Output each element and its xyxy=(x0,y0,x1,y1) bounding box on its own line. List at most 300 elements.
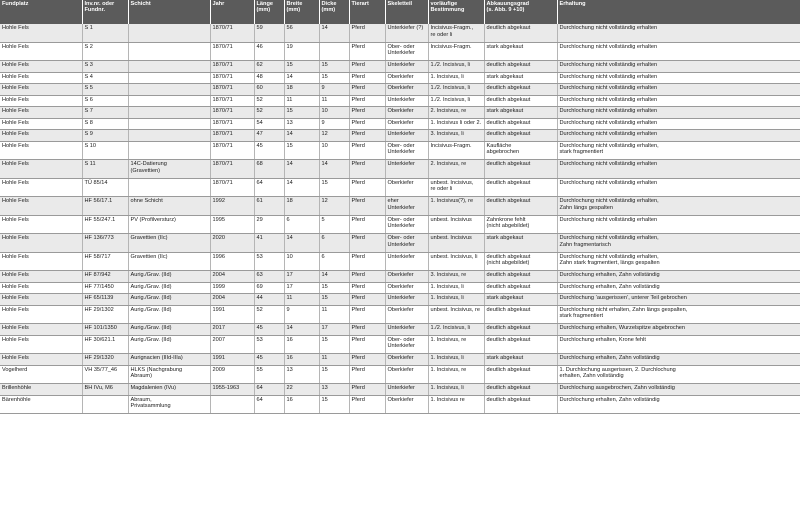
cell-tierart: Pferd xyxy=(349,160,385,179)
column-header-erhaltung: Erhaltung xyxy=(557,0,800,24)
cell-fundplatz: Hohle Fels xyxy=(0,141,82,160)
cell-breite: 17 xyxy=(284,271,319,283)
cell-dicke: 10 xyxy=(319,107,349,119)
cell-bestimmung: 1. Incisivus, li xyxy=(428,294,484,306)
cell-jahr: 2007 xyxy=(210,335,254,354)
cell-jahr: 1870/71 xyxy=(210,42,254,61)
cell-schicht xyxy=(128,61,210,73)
cell-breite: 14 xyxy=(284,72,319,84)
cell-breite: 19 xyxy=(284,42,319,61)
cell-tierart: Pferd xyxy=(349,72,385,84)
cell-jahr: 1870/71 xyxy=(210,118,254,130)
cell-abkauungsgrad: deutlich abgekaut xyxy=(484,365,557,384)
cell-erhaltung: Durchlochung nicht vollständig erhalten xyxy=(557,61,800,73)
cell-abkauungsgrad: deutlich abgekaut xyxy=(484,61,557,73)
cell-breite: 56 xyxy=(284,24,319,42)
table-row xyxy=(0,95,800,107)
cell-bestimmung: 1. Incisivus, li xyxy=(428,72,484,84)
cell-dicke: 11 xyxy=(319,305,349,324)
cell-breite: 11 xyxy=(284,95,319,107)
cell-jahr: 1996 xyxy=(210,252,254,271)
cell-jahr: 2020 xyxy=(210,234,254,253)
cell-breite: 6 xyxy=(284,215,319,234)
cell-erhaltung: Durchlochung erhalten, Zahn vollständig xyxy=(557,282,800,294)
cell-breite: 13 xyxy=(284,118,319,130)
cell-jahr: 2004 xyxy=(210,271,254,283)
cell-dicke: 13 xyxy=(319,384,349,396)
cell-inv-nr: HF 29/1320 xyxy=(82,354,128,366)
cell-dicke: 15 xyxy=(319,282,349,294)
cell-tierart: Pferd xyxy=(349,61,385,73)
cell-fundplatz: Vogelherd xyxy=(0,365,82,384)
cell-abkauungsgrad: deutlich abgekaut xyxy=(484,395,557,414)
cell-dicke: 15 xyxy=(319,335,349,354)
cell-jahr: 1991 xyxy=(210,305,254,324)
cell-schicht: HLKS (Nachgrabung Abraum) xyxy=(128,365,210,384)
table-row xyxy=(0,42,800,61)
cell-fundplatz: Hohle Fels xyxy=(0,72,82,84)
cell-erhaltung: Durchlochung nicht vollständig erhalten xyxy=(557,118,800,130)
cell-dicke: 6 xyxy=(319,252,349,271)
cell-inv-nr: HF 56/17.1 xyxy=(82,197,128,216)
cell-tierart: Pferd xyxy=(349,234,385,253)
cell-tierart: Pferd xyxy=(349,197,385,216)
cell-tierart: Pferd xyxy=(349,271,385,283)
cell-laenge: 41 xyxy=(254,234,284,253)
table-row xyxy=(0,305,800,324)
cell-schicht xyxy=(128,42,210,61)
cell-bestimmung: 2. Incisivus, re xyxy=(428,160,484,179)
table-row xyxy=(0,282,800,294)
table-row xyxy=(0,178,800,197)
column-header-skeletteil: Skeletteil xyxy=(385,0,428,24)
cell-abkauungsgrad: deutlich abgekaut xyxy=(484,335,557,354)
cell-dicke: 11 xyxy=(319,95,349,107)
cell-abkauungsgrad: stark abgekaut xyxy=(484,354,557,366)
cell-schicht: Abraum, Privatsammlung xyxy=(128,395,210,414)
cell-inv-nr: HF 55/247.1 xyxy=(82,215,128,234)
cell-schicht: PV (Profilversturz) xyxy=(128,215,210,234)
cell-inv-nr: HF 30/621.1 xyxy=(82,335,128,354)
table-row xyxy=(0,395,800,414)
cell-jahr: 1870/71 xyxy=(210,84,254,96)
cell-breite: 15 xyxy=(284,61,319,73)
cell-bestimmung: unbest. Incisivus, li xyxy=(428,252,484,271)
cell-laenge: 69 xyxy=(254,282,284,294)
column-header-schicht: Schicht xyxy=(128,0,210,24)
cell-dicke: 11 xyxy=(319,354,349,366)
cell-schicht: Aurig./Grav. (IId) xyxy=(128,282,210,294)
cell-fundplatz: Hohle Fels xyxy=(0,178,82,197)
cell-bestimmung: 1. Incisivus, re xyxy=(428,335,484,354)
cell-erhaltung: Durchlochung nicht vollständig erhalten xyxy=(557,178,800,197)
cell-abkauungsgrad: stark abgekaut xyxy=(484,107,557,119)
table-row xyxy=(0,365,800,384)
cell-dicke: 14 xyxy=(319,24,349,42)
table-row xyxy=(0,84,800,96)
cell-inv-nr: S 2 xyxy=(82,42,128,61)
table-row xyxy=(0,61,800,73)
cell-breite: 18 xyxy=(284,84,319,96)
cell-abkauungsgrad: deutlich abgekaut xyxy=(484,282,557,294)
cell-schicht xyxy=(128,118,210,130)
cell-breite: 14 xyxy=(284,130,319,142)
cell-erhaltung: Durchlochung nicht vollständig erhalten, Zahn längs gespalten xyxy=(557,197,800,216)
cell-breite: 10 xyxy=(284,252,319,271)
cell-skeletteil: Unterkiefer (?) xyxy=(385,24,428,42)
cell-schicht xyxy=(128,24,210,42)
table-row xyxy=(0,354,800,366)
cell-jahr: 1870/71 xyxy=(210,178,254,197)
column-header-tierart: Tierart xyxy=(349,0,385,24)
cell-fundplatz: Bärenhöhle xyxy=(0,395,82,414)
cell-inv-nr: HF 29/1302 xyxy=(82,305,128,324)
cell-schicht: Aurig./Grav. (IId) xyxy=(128,324,210,336)
cell-tierart: Pferd xyxy=(349,130,385,142)
cell-jahr: 1995 xyxy=(210,215,254,234)
cell-erhaltung: Durchlochung erhalten, Zahn vollständig xyxy=(557,354,800,366)
cell-jahr: 1992 xyxy=(210,197,254,216)
cell-abkauungsgrad: deutlich abgekaut xyxy=(484,95,557,107)
table-row xyxy=(0,24,800,42)
cell-abkauungsgrad: stark abgekaut xyxy=(484,234,557,253)
cell-laenge: 64 xyxy=(254,395,284,414)
cell-abkauungsgrad: stark abgekaut xyxy=(484,294,557,306)
cell-breite: 14 xyxy=(284,160,319,179)
cell-erhaltung: Durchlochung nicht vollständig erhalten xyxy=(557,24,800,42)
cell-inv-nr: S 4 xyxy=(82,72,128,84)
cell-bestimmung: 3. Incisivus, re xyxy=(428,271,484,283)
cell-erhaltung: Durchlochung erhalten, Zahn vollständig xyxy=(557,395,800,414)
cell-breite: 11 xyxy=(284,294,319,306)
column-header-breite: Breite (mm) xyxy=(284,0,319,24)
table-row xyxy=(0,141,800,160)
cell-skeletteil: Oberkiefer xyxy=(385,354,428,366)
cell-inv-nr: S 11 xyxy=(82,160,128,179)
table-row xyxy=(0,160,800,179)
cell-erhaltung: Durchlochung nicht vollständig erhalten xyxy=(557,215,800,234)
table-row xyxy=(0,335,800,354)
column-header-inv-nr: Inv.nr. oder Fundnr. xyxy=(82,0,128,24)
column-header-fundplatz: Fundplatz xyxy=(0,0,82,24)
cell-erhaltung: Durchlochung nicht vollständig erhalten xyxy=(557,72,800,84)
cell-tierart: Pferd xyxy=(349,305,385,324)
cell-abkauungsgrad: deutlich abgekaut xyxy=(484,324,557,336)
cell-tierart: Pferd xyxy=(349,294,385,306)
cell-breite: 15 xyxy=(284,141,319,160)
cell-abkauungsgrad: stark abgekaut xyxy=(484,72,557,84)
cell-jahr: 1870/71 xyxy=(210,61,254,73)
cell-erhaltung: Durchlochung nicht vollständig erhalten xyxy=(557,42,800,61)
cell-bestimmung: 1. Incisivus, li xyxy=(428,354,484,366)
cell-inv-nr: HF 77/1450 xyxy=(82,282,128,294)
cell-laenge: 53 xyxy=(254,335,284,354)
cell-skeletteil: Unterkiefer xyxy=(385,130,428,142)
cell-dicke: 15 xyxy=(319,294,349,306)
cell-jahr: 1870/71 xyxy=(210,24,254,42)
cell-bestimmung: 1./2. Incisivus, li xyxy=(428,95,484,107)
cell-erhaltung: Durchlochung nicht erhalten, Zahn längs gespalten, stark fragmentiert xyxy=(557,305,800,324)
cell-breite: 22 xyxy=(284,384,319,396)
cell-jahr: 1870/71 xyxy=(210,95,254,107)
cell-schicht xyxy=(128,95,210,107)
cell-schicht: Aurig./Grav. (IId) xyxy=(128,271,210,283)
cell-inv-nr: S 5 xyxy=(82,84,128,96)
cell-erhaltung: Durchlochung nicht vollständig erhalten xyxy=(557,130,800,142)
cell-schicht: Gravettien (IIc) xyxy=(128,234,210,253)
cell-inv-nr: HF 101/1350 xyxy=(82,324,128,336)
cell-fundplatz: Hohle Fels xyxy=(0,24,82,42)
cell-erhaltung: Durchlochung nicht vollständig erhalten xyxy=(557,84,800,96)
cell-skeletteil: Unterkiefer xyxy=(385,294,428,306)
table-row xyxy=(0,197,800,216)
cell-dicke: 10 xyxy=(319,141,349,160)
cell-bestimmung: unbest. Incisivus xyxy=(428,234,484,253)
cell-abkauungsgrad: deutlich abgekaut xyxy=(484,160,557,179)
table-row xyxy=(0,72,800,84)
cell-schicht xyxy=(128,178,210,197)
cell-skeletteil: Ober- oder Unterkiefer xyxy=(385,215,428,234)
cell-schicht xyxy=(128,141,210,160)
cell-schicht xyxy=(128,107,210,119)
cell-dicke: 15 xyxy=(319,72,349,84)
cell-laenge: 48 xyxy=(254,72,284,84)
cell-inv-nr: S 3 xyxy=(82,61,128,73)
cell-schicht: Aurig./Grav. (IId) xyxy=(128,305,210,324)
cell-abkauungsgrad: Kaufläche abgebrochen xyxy=(484,141,557,160)
cell-erhaltung: Durchlochung nicht vollständig erhalten, Zahn fragmentarisch xyxy=(557,234,800,253)
cell-laenge: 68 xyxy=(254,160,284,179)
cell-jahr: 1999 xyxy=(210,282,254,294)
cell-dicke: 15 xyxy=(319,395,349,414)
cell-tierart: Pferd xyxy=(349,178,385,197)
cell-dicke xyxy=(319,42,349,61)
cell-fundplatz: Hohle Fels xyxy=(0,252,82,271)
cell-skeletteil: Unterkiefer xyxy=(385,324,428,336)
cell-tierart: Pferd xyxy=(349,141,385,160)
cell-abkauungsgrad: deutlich abgekaut xyxy=(484,84,557,96)
cell-laenge: 45 xyxy=(254,141,284,160)
table-body xyxy=(0,24,800,414)
cell-dicke: 9 xyxy=(319,118,349,130)
header-row xyxy=(0,0,800,24)
cell-breite: 13 xyxy=(284,365,319,384)
cell-laenge: 55 xyxy=(254,365,284,384)
cell-fundplatz: Hohle Fels xyxy=(0,95,82,107)
cell-tierart: Pferd xyxy=(349,118,385,130)
cell-bestimmung: unbest. Incisivus, re xyxy=(428,305,484,324)
cell-skeletteil: Oberkiefer xyxy=(385,365,428,384)
cell-dicke: 15 xyxy=(319,178,349,197)
cell-dicke: 9 xyxy=(319,84,349,96)
cell-erhaltung: 1. Durchlochung ausgerissen, 2. Durchlochung erhalten, Zahn vollständig xyxy=(557,365,800,384)
cell-inv-nr: TÜ 85/14 xyxy=(82,178,128,197)
cell-fundplatz: Hohle Fels xyxy=(0,354,82,366)
cell-erhaltung: Durchlochung nicht vollständig erhalten, stark fragmentiert xyxy=(557,141,800,160)
cell-tierart: Pferd xyxy=(349,395,385,414)
cell-bestimmung: 2. Incisivus, re xyxy=(428,107,484,119)
cell-laenge: 46 xyxy=(254,42,284,61)
cell-skeletteil: Oberkiefer xyxy=(385,395,428,414)
cell-bestimmung: 1. Incisivus, li xyxy=(428,384,484,396)
cell-skeletteil: Unterkiefer xyxy=(385,61,428,73)
cell-fundplatz: Hohle Fels xyxy=(0,61,82,73)
cell-fundplatz: Brillenhöhle xyxy=(0,384,82,396)
cell-dicke: 14 xyxy=(319,271,349,283)
cell-laenge: 29 xyxy=(254,215,284,234)
cell-skeletteil: Oberkiefer xyxy=(385,72,428,84)
cell-fundplatz: Hohle Fels xyxy=(0,130,82,142)
cell-bestimmung: Incisivus-Fragm. xyxy=(428,141,484,160)
table-row xyxy=(0,215,800,234)
cell-laenge: 64 xyxy=(254,384,284,396)
cell-fundplatz: Hohle Fels xyxy=(0,271,82,283)
cell-tierart: Pferd xyxy=(349,365,385,384)
cell-inv-nr: S 7 xyxy=(82,107,128,119)
cell-abkauungsgrad: deutlich abgekaut xyxy=(484,305,557,324)
column-header-dicke: Dicke (mm) xyxy=(319,0,349,24)
cell-tierart: Pferd xyxy=(349,84,385,96)
cell-abkauungsgrad: stark abgekaut xyxy=(484,42,557,61)
cell-laenge: 60 xyxy=(254,84,284,96)
cell-breite: 15 xyxy=(284,107,319,119)
cell-laenge: 52 xyxy=(254,305,284,324)
cell-jahr: 1870/71 xyxy=(210,141,254,160)
cell-fundplatz: Hohle Fels xyxy=(0,335,82,354)
cell-skeletteil: Oberkiefer xyxy=(385,84,428,96)
cell-fundplatz: Hohle Fels xyxy=(0,294,82,306)
cell-dicke: 17 xyxy=(319,324,349,336)
cell-skeletteil: Oberkiefer xyxy=(385,271,428,283)
cell-skeletteil: Unterkiefer xyxy=(385,95,428,107)
cell-abkauungsgrad: deutlich abgekaut xyxy=(484,24,557,42)
cell-inv-nr: VH 35/77_46 xyxy=(82,365,128,384)
cell-inv-nr: S 10 xyxy=(82,141,128,160)
cell-inv-nr: S 8 xyxy=(82,118,128,130)
column-header-jahr: Jahr xyxy=(210,0,254,24)
cell-bestimmung: 1. Incisivus, li xyxy=(428,282,484,294)
cell-erhaltung: Durchlochung ausgebrochen, Zahn vollständig xyxy=(557,384,800,396)
cell-tierart: Pferd xyxy=(349,335,385,354)
cell-tierart: Pferd xyxy=(349,282,385,294)
cell-breite: 16 xyxy=(284,354,319,366)
table-row xyxy=(0,384,800,396)
cell-bestimmung: 1. Incisivus re xyxy=(428,395,484,414)
cell-bestimmung: 1./2. Incisivus, li xyxy=(428,324,484,336)
cell-dicke: 15 xyxy=(319,61,349,73)
cell-erhaltung: Durchlochung erhalten, Wurzelspitze abgebrochen xyxy=(557,324,800,336)
table-row xyxy=(0,252,800,271)
cell-tierart: Pferd xyxy=(349,215,385,234)
cell-laenge: 61 xyxy=(254,197,284,216)
table-row xyxy=(0,118,800,130)
cell-bestimmung: 1./2. Incisivus, li xyxy=(428,61,484,73)
cell-erhaltung: Durchlochung nicht vollständig erhalten xyxy=(557,160,800,179)
cell-dicke: 14 xyxy=(319,160,349,179)
cell-jahr: 1870/71 xyxy=(210,130,254,142)
cell-dicke: 5 xyxy=(319,215,349,234)
cell-inv-nr: HF 65/1139 xyxy=(82,294,128,306)
cell-tierart: Pferd xyxy=(349,384,385,396)
cell-breite: 9 xyxy=(284,305,319,324)
cell-schicht: 14C-Datierung (Gravettien) xyxy=(128,160,210,179)
cell-dicke: 6 xyxy=(319,234,349,253)
cell-laenge: 45 xyxy=(254,354,284,366)
cell-inv-nr: S 1 xyxy=(82,24,128,42)
cell-dicke: 12 xyxy=(319,197,349,216)
cell-abkauungsgrad: deutlich abgekaut xyxy=(484,197,557,216)
cell-schicht: Aurig./Grav. (IId) xyxy=(128,335,210,354)
cell-skeletteil: eher Unterkiefer xyxy=(385,197,428,216)
cell-inv-nr: BH IVu, M6 xyxy=(82,384,128,396)
cell-jahr: 1955-1963 xyxy=(210,384,254,396)
cell-breite: 18 xyxy=(284,197,319,216)
column-header-laenge: Länge (mm) xyxy=(254,0,284,24)
table-row xyxy=(0,271,800,283)
cell-schicht xyxy=(128,72,210,84)
cell-laenge: 44 xyxy=(254,294,284,306)
cell-laenge: 52 xyxy=(254,95,284,107)
cell-bestimmung: unbest. Incisivus, re oder li xyxy=(428,178,484,197)
cell-skeletteil: Oberkiefer xyxy=(385,282,428,294)
cell-bestimmung: 3. Incisivus, li xyxy=(428,130,484,142)
cell-skeletteil: Unterkiefer xyxy=(385,252,428,271)
cell-fundplatz: Hohle Fels xyxy=(0,118,82,130)
cell-inv-nr xyxy=(82,395,128,414)
cell-fundplatz: Hohle Fels xyxy=(0,305,82,324)
cell-erhaltung: Durchlochung nicht vollständig erhalten xyxy=(557,95,800,107)
cell-erhaltung: Durchlochung erhalten, Krone fehlt xyxy=(557,335,800,354)
cell-skeletteil: Ober- oder Unterkiefer xyxy=(385,234,428,253)
cell-breite: 14 xyxy=(284,234,319,253)
cell-breite: 17 xyxy=(284,282,319,294)
cell-abkauungsgrad: deutlich abgekaut (nicht abgebildet) xyxy=(484,252,557,271)
cell-abkauungsgrad: deutlich abgekaut xyxy=(484,271,557,283)
cell-fundplatz: Hohle Fels xyxy=(0,324,82,336)
cell-abkauungsgrad: deutlich abgekaut xyxy=(484,178,557,197)
cell-laenge: 59 xyxy=(254,24,284,42)
cell-bestimmung: Incisivus-Fragm., re oder li xyxy=(428,24,484,42)
table-row xyxy=(0,234,800,253)
cell-skeletteil: Unterkiefer xyxy=(385,160,428,179)
cell-laenge: 45 xyxy=(254,324,284,336)
cell-jahr: 1870/71 xyxy=(210,107,254,119)
cell-bestimmung: 1. Incisivus li oder 2. xyxy=(428,118,484,130)
cell-bestimmung: 1./2. Incisivus, li xyxy=(428,84,484,96)
cell-tierart: Pferd xyxy=(349,24,385,42)
cell-tierart: Pferd xyxy=(349,324,385,336)
cell-laenge: 47 xyxy=(254,130,284,142)
cell-schicht: Aurig./Grav. (IId) xyxy=(128,294,210,306)
cell-abkauungsgrad: deutlich abgekaut xyxy=(484,118,557,130)
cell-erhaltung: Durchlochung ‘ausgerissen’, unterer Teil gebrochen xyxy=(557,294,800,306)
cell-fundplatz: Hohle Fels xyxy=(0,215,82,234)
cell-inv-nr: S 6 xyxy=(82,95,128,107)
cell-laenge: 53 xyxy=(254,252,284,271)
cell-erhaltung: Durchlochung nicht vollständig erhalten, Zahn stark fragmentiert, längs gespalten xyxy=(557,252,800,271)
cell-skeletteil: Oberkiefer xyxy=(385,305,428,324)
cell-erhaltung: Durchlochung nicht vollständig erhalten xyxy=(557,107,800,119)
cell-fundplatz: Hohle Fels xyxy=(0,107,82,119)
cell-laenge: 52 xyxy=(254,107,284,119)
cell-skeletteil: Oberkiefer xyxy=(385,118,428,130)
cell-fundplatz: Hohle Fels xyxy=(0,160,82,179)
cell-bestimmung: Incisivus-Fragm. xyxy=(428,42,484,61)
cell-skeletteil: Ober- oder Unterkiefer xyxy=(385,141,428,160)
cell-schicht: Magdalenien (IVu) xyxy=(128,384,210,396)
cell-breite: 16 xyxy=(284,395,319,414)
cell-schicht: Aurignacien (IIId-IIIa) xyxy=(128,354,210,366)
